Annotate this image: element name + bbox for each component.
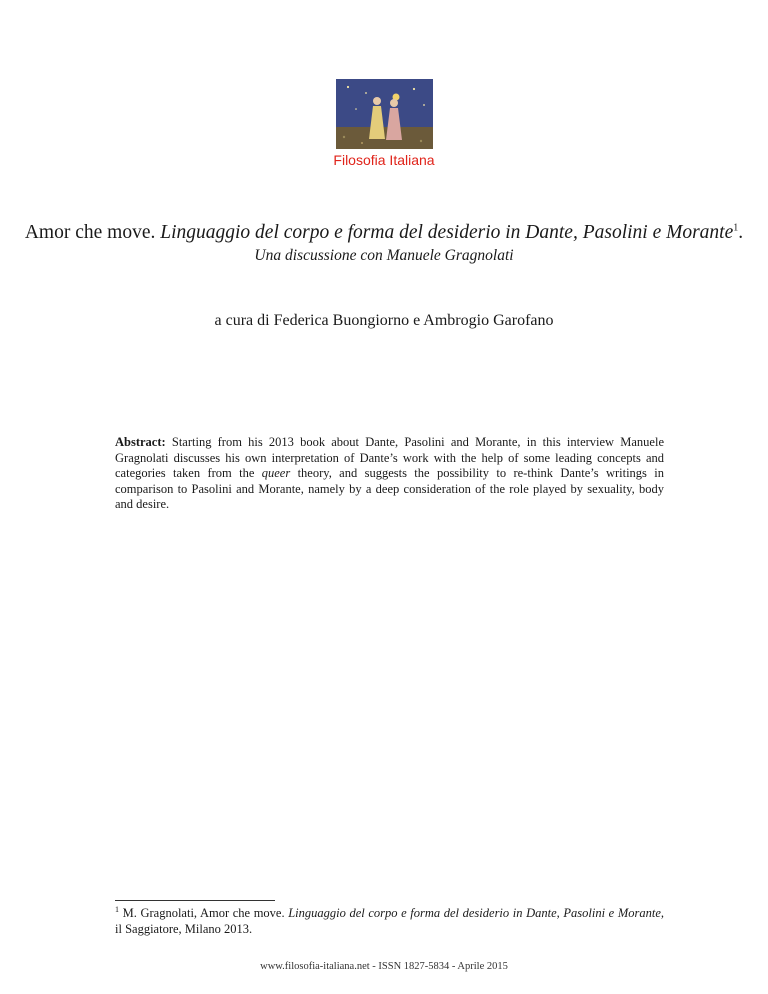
journal-logo-image xyxy=(336,79,433,149)
footnote xyxy=(115,906,664,937)
title-end: . xyxy=(738,222,744,243)
abstract-label: Abstract: xyxy=(115,435,166,449)
footnote-text-part-1: M. Gragnolati, Amor che move. xyxy=(119,906,289,920)
journal-logo-block xyxy=(0,79,768,168)
abstract-text-part-2: theory, and suggests the possibility to re-think Dante’s writings in comparison to Pasolini and Morante, namely by a deep consideration of the role played by sexuality, body and desire. xyxy=(115,466,664,511)
abstract-text-part-1: Starting from his 2013 book about Dante, Pasolini and Morante, in this interview Manuele Gragnolati discusses his own interpretation of Dante’s work with the help of some leading concepts and categories taken from the xyxy=(115,435,664,480)
abstract-paragraph xyxy=(115,435,664,513)
abstract-queer-term: queer xyxy=(261,466,291,480)
title-roman-part: Amor che move. xyxy=(24,222,156,243)
journal-name[interactable]: Filosofia Italiana xyxy=(333,152,435,168)
footnote-text-part-2: il Saggiatore, Milano 2013. xyxy=(115,921,253,936)
footnote-divider xyxy=(115,900,275,901)
article-title-block xyxy=(0,221,768,265)
title-italic-part: Linguaggio del corpo e forma del desiderio in Dante, Pasolini e Morante xyxy=(160,222,734,243)
page-footer: www.filosofia-italiana.net - ISSN 1827-5834 - Aprile 2015 xyxy=(260,961,508,972)
logo-illustration-icon xyxy=(336,79,433,149)
article-subtitle: Una discussione con Manuele Gragnolati xyxy=(254,247,514,264)
title-footnote-ref[interactable]: 1 xyxy=(733,222,739,234)
footnote-number: 1 xyxy=(115,904,119,914)
footnote-italic-title: Linguaggio del corpo e forma del desiderio in Dante, Pasolini e Morante, xyxy=(288,906,664,920)
article-title xyxy=(0,221,768,244)
article-editors: a cura di Federica Buongiorno e Ambrogio Garofano xyxy=(214,312,554,329)
